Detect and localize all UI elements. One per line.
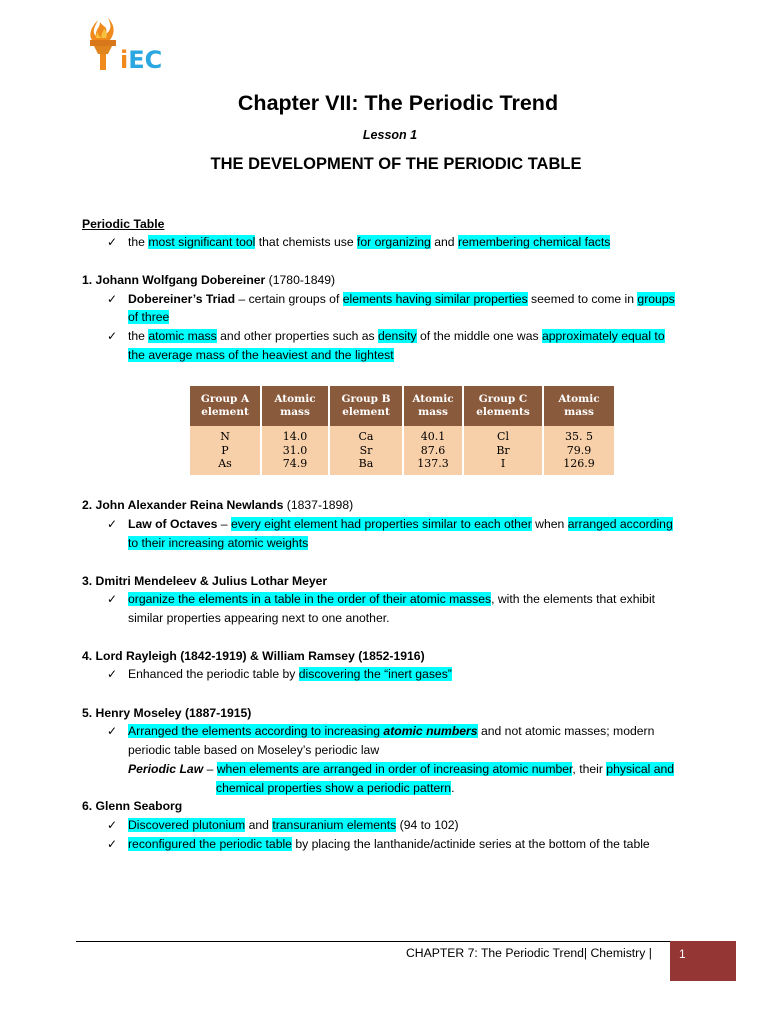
triad-table [190, 386, 614, 475]
table-cell: N [190, 430, 261, 444]
iec-logo [84, 16, 184, 76]
table-cell: Ba [329, 457, 403, 471]
torch-icon [84, 16, 124, 74]
logo-wordmark: iEC [120, 46, 163, 74]
table-cell: Sr [329, 444, 403, 458]
checkmark-icon: ✓ [107, 818, 118, 832]
checkmark-icon: ✓ [107, 592, 118, 606]
checkmark-icon: ✓ [107, 724, 118, 738]
periodic-law-line: Periodic Law – when elements are arranged in order of increasing atomic number, their physical and [128, 762, 675, 776]
lesson-label: Lesson 1 [362, 128, 418, 142]
rayleigh-bullet: Enhanced the periodic table by discovering the “inert gases” [128, 667, 452, 681]
table-header-cell: Atomic mass [261, 386, 329, 426]
moseley-heading: 5. Henry Moseley (1887-1915) [82, 706, 252, 720]
table-cell: I [463, 457, 543, 471]
table-cell: 74.9 [261, 457, 329, 471]
mendeleev-bullet-cont: similar properties appearing next to one another. [128, 611, 390, 625]
dobereiner-bullet-2: the atomic mass and other properties such as density of the middle one was approximately equal to [128, 329, 665, 343]
table-header-cell: Atomic mass [403, 386, 463, 426]
table-cell: 35. 5 [543, 430, 614, 444]
newlands-bullet-cont: to their increasing atomic weights [128, 536, 309, 550]
checkmark-icon: ✓ [107, 667, 118, 681]
seaborg-heading: 6. Glenn Seaborg [82, 799, 183, 813]
mendeleev-bullet: organize the elements in a table in the order of their atomic masses, with the elements that exhibit [128, 592, 656, 606]
table-cell: Ca [329, 430, 403, 444]
page-number: 1 [679, 947, 686, 961]
dobereiner-bullet-2-cont: the average mass of the heaviest and the lightest [128, 348, 394, 362]
checkmark-icon: ✓ [107, 517, 118, 531]
rayleigh-heading: 4. Lord Rayleigh (1842-1919) & William Ramsey (1852-1916) [82, 649, 425, 663]
table-cell: 14.0 [261, 430, 329, 444]
checkmark-icon: ✓ [107, 329, 118, 343]
dobereiner-bullet-1-cont: of three [128, 310, 170, 324]
table-row [190, 457, 614, 471]
table-cell: 31.0 [261, 444, 329, 458]
table-cell: Cl [463, 430, 543, 444]
table-cell: 126.9 [543, 457, 614, 471]
table-cell: 137.3 [403, 457, 463, 471]
page-title: Chapter VII: The Periodic Trend [237, 91, 559, 115]
table-header-cell: Group A element [190, 386, 261, 426]
checkmark-icon: ✓ [107, 235, 118, 249]
seaborg-bullet-2: reconfigured the periodic table by placing the lanthanide/actinide series at the bottom of the table [128, 837, 650, 851]
triad-table-header [190, 386, 614, 426]
mendeleev-heading: 3. Dmitri Mendeleev & Julius Lothar Meyer [82, 574, 328, 588]
footer-rule [76, 941, 670, 942]
table-row [190, 444, 614, 458]
dobereiner-bullet-1: Dobereiner’s Triad – certain groups of elements having similar properties seemed to come in groups [128, 292, 675, 306]
table-cell: 40.1 [403, 430, 463, 444]
table-cell: Br [463, 444, 543, 458]
table-header-cell: Group B element [329, 386, 403, 426]
seaborg-bullet-1: Discovered plutonium and transuranium elements (94 to 102) [128, 818, 459, 832]
checkmark-icon: ✓ [107, 837, 118, 851]
checkmark-icon: ✓ [107, 292, 118, 306]
table-header-cell: Group C elements [463, 386, 543, 426]
moseley-bullet-cont: periodic table based on Moseley’s periodic law [128, 743, 380, 757]
moseley-bullet: Arranged the elements according to increasing atomic numbers and not atomic masses; modern [128, 724, 655, 738]
footer-text: CHAPTER 7: The Periodic Trend| Chemistry | [406, 946, 652, 960]
periodic-table-bullet: the most significant tool that chemists use for organizing and remembering chemical facts [128, 235, 611, 249]
dobereiner-heading: 1. Johann Wolfgang Dobereiner (1780-1849) [82, 273, 336, 287]
table-cell: 87.6 [403, 444, 463, 458]
periodic-table-heading: Periodic Table [82, 217, 165, 231]
newlands-bullet: Law of Octaves – every eight element had properties similar to each other when arranged according [128, 517, 673, 531]
section-title: THE DEVELOPMENT OF THE PERIODIC TABLE [210, 155, 582, 173]
table-cell: 79.9 [543, 444, 614, 458]
table-row [190, 430, 614, 444]
periodic-law-line-cont: chemical properties show a periodic pattern. [216, 781, 455, 795]
table-header-cell: Atomic mass [543, 386, 614, 426]
newlands-heading: 2. John Alexander Reina Newlands (1837-1898) [82, 498, 354, 512]
table-cell: As [190, 457, 261, 471]
table-cell: P [190, 444, 261, 458]
page-number-box [670, 941, 736, 981]
